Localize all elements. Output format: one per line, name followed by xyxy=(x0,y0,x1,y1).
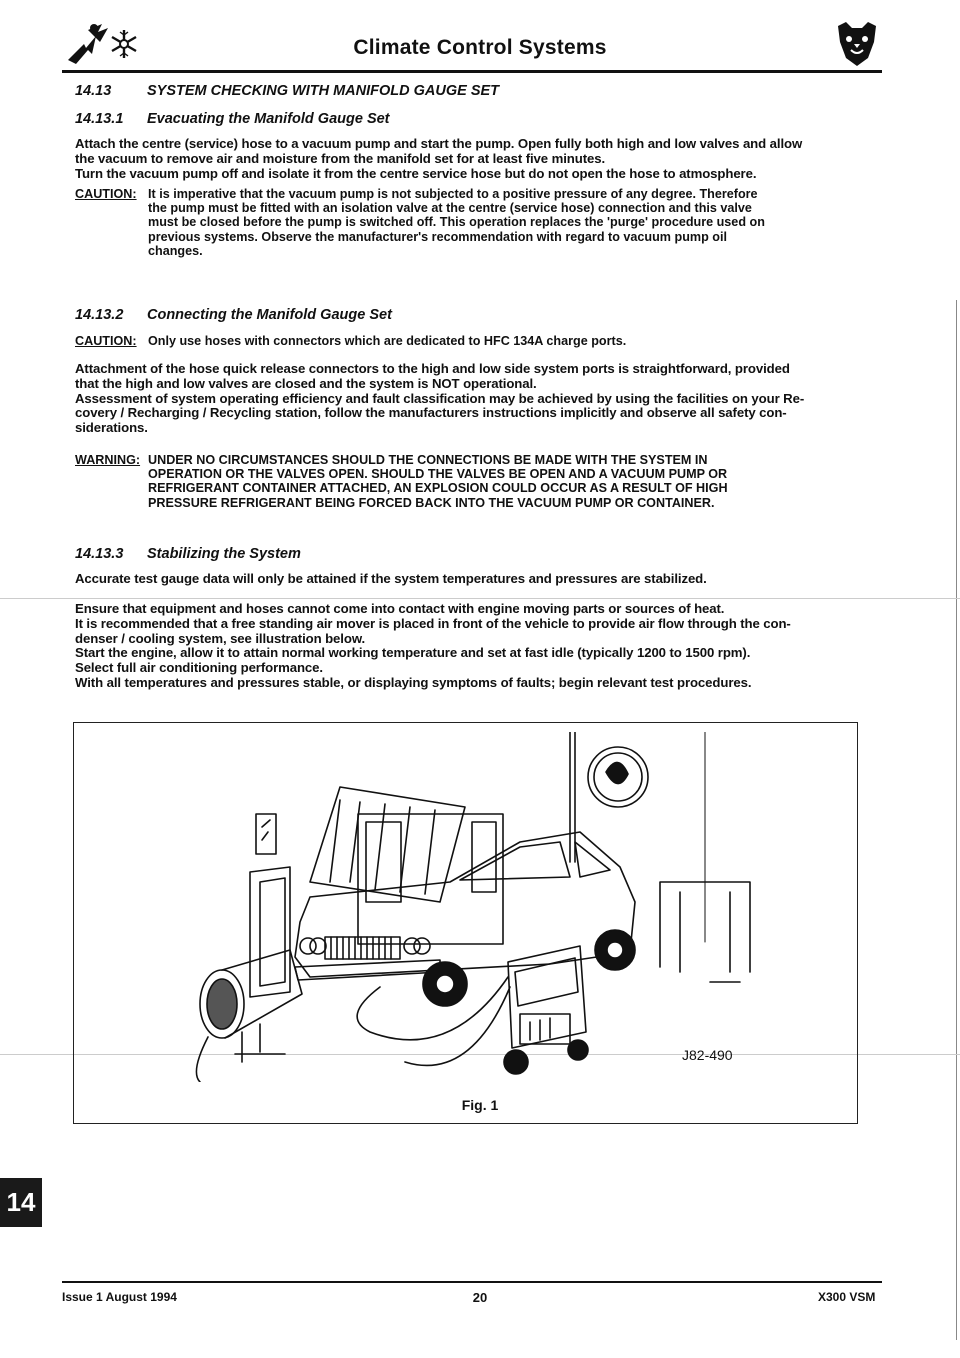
warning-line: OPERATION OR THE VALVES OPEN. SHOULD THE VALVES BE OPEN AND A VACUUM PUMP OR xyxy=(148,467,728,482)
page-header-title: Climate Control Systems xyxy=(353,36,607,59)
paragraph-line: Attachment of the hose quick release connectors to the high and low side system ports is straightforward, provided xyxy=(75,361,790,376)
paragraph-line: It is recommended that a free standing air mover is placed in front of the vehicle to provide air flow through the con- xyxy=(75,615,791,631)
footer-rule xyxy=(62,1281,882,1283)
caution-label: CAUTION: xyxy=(75,334,137,348)
caution-line: the pump must be fitted with an isolation valve at the centre (service hose) connection and this valve xyxy=(148,201,752,216)
paragraph-line: covery / Recharging / Recycling station, follow the manufacturers instructions implicitly and observe all safety con- xyxy=(75,405,787,421)
section-heading xyxy=(75,83,499,99)
section-title: SYSTEM CHECKING WITH MANIFOLD GAUGE SET xyxy=(147,83,500,99)
subsection-title: Evacuating the Manifold Gauge Set xyxy=(147,111,390,127)
caution-block-1 xyxy=(75,187,870,258)
caution-label: CAUTION: xyxy=(75,187,137,201)
warning-line: REFRIGERANT CONTAINER ATTACHED, AN EXPLOSION COULD OCCUR AS A RESULT OF HIGH xyxy=(148,481,728,496)
subsection-heading-1 xyxy=(75,111,390,127)
stabilizing-intro xyxy=(75,572,870,587)
footer-manual-code: X300 VSM xyxy=(818,1290,876,1304)
scan-crease-line xyxy=(0,598,960,599)
warning-line: PRESSURE REFRIGERANT BEING FORCED BACK INTO THE VACUUM PUMP OR CONTAINER. xyxy=(148,495,715,510)
paragraph-line: Ensure that equipment and hoses cannot come into contact with engine moving parts or sources of heat. xyxy=(75,601,725,616)
paragraph-line: siderations. xyxy=(75,420,148,436)
caution-line: must be closed before the pump is switched off. This operation replaces the 'purge' procedure used on xyxy=(148,215,765,230)
paragraph-line: denser / cooling system, see illustration below. xyxy=(75,630,366,646)
subsection-number: 14.13.2 xyxy=(75,307,124,323)
warning-line: UNDER NO CIRCUMSTANCES SHOULD THE CONNECTIONS BE MADE WITH THE SYSTEM IN xyxy=(148,453,708,467)
caution-line: It is imperative that the vacuum pump is not subjected to a positive pressure of any degree. Therefore xyxy=(148,187,758,201)
paragraph-line: Attach the centre (service) hose to a vacuum pump and start the pump. Open fully both high and low valves and allow xyxy=(75,136,803,151)
paragraph-line: Turn the vacuum pump off and isolate it from the centre service hose but do not open the hose to atmosphere. xyxy=(75,165,757,181)
subsection-heading-2 xyxy=(75,307,392,323)
jaguar-head-icon xyxy=(834,20,880,68)
caution-line: previous systems. Observe the manufacturer's recommendation with regard to vacuum pump oil xyxy=(148,229,727,244)
scan-edge-line xyxy=(956,300,957,1340)
caution-line: Only use hoses with connectors which are dedicated to HFC 134A charge ports. xyxy=(148,334,627,348)
paragraph-line: Select full air conditioning performance. xyxy=(75,660,323,676)
paragraph-line: the vacuum to remove air and moisture from the manifold set for at least five minutes. xyxy=(75,150,606,166)
paragraph-line: With all temperatures and pressures stable, or displaying symptoms of faults; begin relevant test procedures. xyxy=(75,674,752,690)
section-number: 14.13 xyxy=(75,83,112,99)
subsection-number: 14.13.3 xyxy=(75,546,124,562)
chapter-tab: 14 xyxy=(0,1178,42,1227)
paragraph-line: Start the engine, allow it to attain normal working temperature and set at fast idle (typically 1200 to 1500 rpm). xyxy=(75,645,751,661)
warning-label: WARNING: xyxy=(75,453,141,467)
page-number: 20 xyxy=(472,1290,488,1305)
subsection-title: Stabilizing the System xyxy=(147,546,301,562)
caution-line: changes. xyxy=(148,243,203,258)
paragraph-line: that the high and low valves are closed and the system is NOT operational. xyxy=(75,375,537,391)
caution-block-2 xyxy=(75,334,870,348)
header-rule xyxy=(62,70,882,73)
warning-block xyxy=(75,453,870,510)
subsection-heading-3 xyxy=(75,546,301,562)
paragraph-line: Accurate test gauge data will only be attained if the system temperatures and pressures are stabilized. xyxy=(75,571,707,586)
footer-issue: Issue 1 August 1994 xyxy=(62,1290,177,1304)
subsection-number: 14.13.1 xyxy=(75,111,124,127)
figure-code: J82-490 xyxy=(682,1047,733,1063)
subsection-title: Connecting the Manifold Gauge Set xyxy=(147,307,392,323)
evacuating-paragraph xyxy=(75,137,870,181)
figure-caption: Fig. 1 xyxy=(461,1097,499,1113)
stabilizing-paragraph xyxy=(75,602,870,691)
workshop-illustration xyxy=(190,732,760,1082)
connecting-paragraph xyxy=(75,362,870,436)
paragraph-line: Assessment of system operating efficiency and fault classification may be achieved by using the facilities on your Re- xyxy=(75,390,805,406)
